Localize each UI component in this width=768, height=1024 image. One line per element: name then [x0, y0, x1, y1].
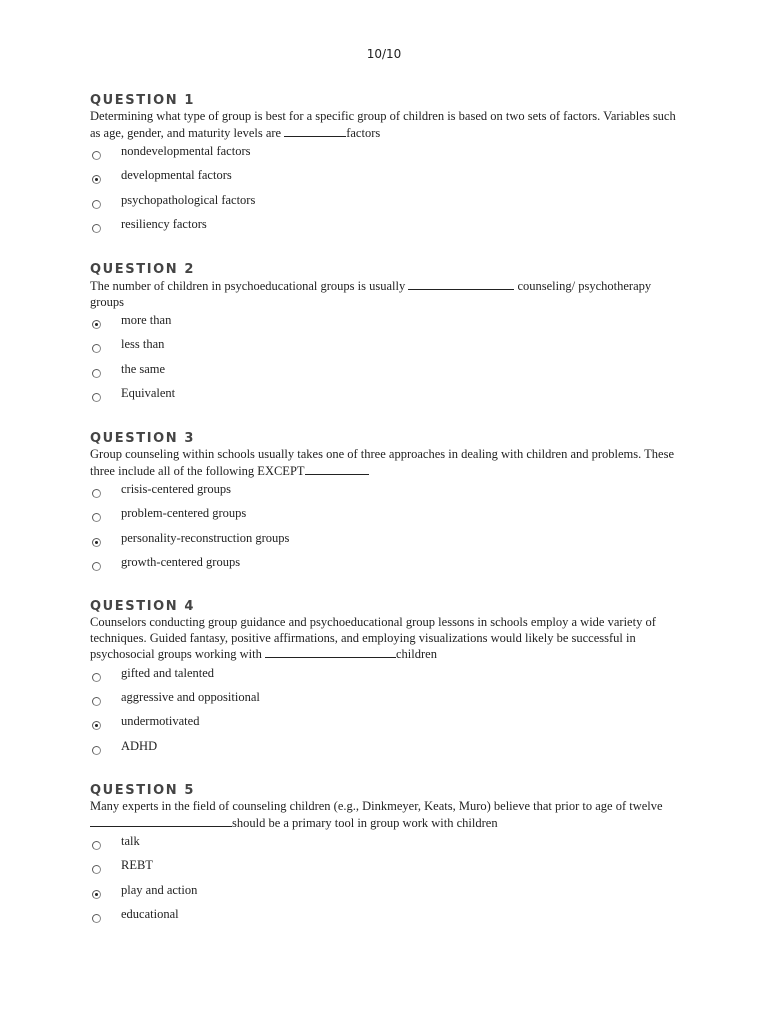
option-label: the same: [121, 361, 166, 376]
question-text-part: Group counseling within schools usually takes one of three approaches in dealing with children and problems. These three include all of the following EXCEPT: [90, 447, 675, 478]
question-text-part: Many experts in the field of counseling children (e.g., Dinkmeyer, Keats, Muro) believe that prior to age of twelve: [90, 799, 663, 813]
option-label: aggressive and oppositional: [121, 689, 260, 704]
answer-option[interactable]: [90, 531, 690, 555]
answer-blank: [284, 125, 346, 137]
answer-option[interactable]: [90, 907, 690, 931]
answer-option[interactable]: [90, 168, 690, 192]
answer-option[interactable]: [90, 739, 690, 763]
answer-option[interactable]: [90, 506, 690, 530]
radio-button[interactable]: [92, 369, 101, 378]
radio-button[interactable]: [92, 865, 101, 874]
radio-button[interactable]: [92, 697, 101, 706]
option-label: REBT: [121, 858, 153, 873]
answer-options: [90, 482, 690, 580]
option-label: developmental factors: [121, 168, 232, 183]
question-text-part: children: [395, 647, 437, 661]
question-text: [90, 447, 685, 479]
answer-option[interactable]: [90, 690, 690, 714]
question-1: [90, 93, 690, 242]
radio-button[interactable]: [92, 224, 101, 233]
radio-button[interactable]: [92, 151, 101, 160]
option-label: problem-centered groups: [121, 506, 247, 521]
answer-option[interactable]: [90, 386, 690, 410]
question-text: [90, 615, 685, 663]
radio-button-selected[interactable]: [92, 890, 101, 899]
radio-button-selected[interactable]: [92, 320, 101, 329]
option-label: nondevelopmental factors: [121, 144, 251, 158]
answer-blank: [408, 278, 514, 290]
answer-options: [90, 144, 690, 242]
question-title: QUESTION 4: [90, 599, 196, 614]
question-title: QUESTION 5: [90, 783, 196, 798]
question-title: QUESTION 3: [90, 431, 196, 446]
question-5: [90, 783, 690, 932]
answer-option[interactable]: [90, 858, 690, 882]
option-label: psychopathological factors: [121, 192, 256, 207]
radio-button-selected[interactable]: [92, 721, 101, 730]
option-label: gifted and talented: [121, 665, 215, 680]
question-text: [90, 278, 685, 310]
question-text-part: factors: [346, 125, 381, 140]
answer-blank: [305, 463, 369, 475]
answer-option[interactable]: [90, 193, 690, 217]
answer-option[interactable]: [90, 337, 690, 361]
option-label: ADHD: [121, 738, 158, 753]
answer-option[interactable]: [90, 144, 690, 168]
radio-button[interactable]: [92, 562, 101, 571]
option-label: crisis-centered groups: [121, 482, 232, 496]
question-title: QUESTION 2: [90, 262, 196, 277]
radio-button-selected[interactable]: [92, 175, 101, 184]
radio-button[interactable]: [92, 489, 101, 498]
question-text-part: should be a primary tool in group work with children: [232, 815, 498, 830]
option-label: resiliency factors: [121, 217, 207, 232]
question-text-part: Counselors conducting group guidance and psychoeducational group lessons in schools employ a wide variety of techniques. Guided fantasy, positive affirmations, and employing visualizations would likely be successful in psychosocial groups working with: [90, 615, 656, 661]
radio-button[interactable]: [92, 513, 101, 522]
question-3: [90, 431, 690, 580]
radio-button[interactable]: [92, 393, 101, 402]
answer-option[interactable]: [90, 362, 690, 386]
answer-option[interactable]: [90, 313, 690, 337]
question-text: [90, 109, 685, 141]
answer-options: [90, 666, 690, 764]
radio-button[interactable]: [92, 673, 101, 682]
answer-blank: [90, 815, 232, 827]
answer-option[interactable]: [90, 555, 690, 579]
answer-option[interactable]: [90, 834, 690, 858]
answer-options: [90, 834, 690, 932]
score-display: 10/10: [366, 47, 402, 61]
answer-option[interactable]: [90, 883, 690, 907]
option-label: undermotivated: [121, 714, 200, 729]
question-text-part: Determining what type of group is best for a specific group of children is based on two sets of factors. Variables such as age, gender, and maturity levels are: [90, 109, 676, 140]
question-text-part: counseling/ psychotherapy groups: [90, 279, 652, 309]
answer-option[interactable]: [90, 666, 690, 690]
answer-options: [90, 313, 690, 411]
option-label: educational: [121, 907, 179, 922]
option-label: less than: [121, 337, 165, 352]
radio-button[interactable]: [92, 344, 101, 353]
question-text: [90, 799, 685, 831]
question-4: [90, 599, 690, 763]
radio-button[interactable]: [92, 841, 101, 850]
answer-option[interactable]: [90, 482, 690, 506]
option-label: Equivalent: [121, 386, 176, 401]
radio-button[interactable]: [92, 746, 101, 755]
radio-button[interactable]: [92, 914, 101, 923]
option-label: more than: [121, 313, 172, 327]
question-2: [90, 262, 690, 411]
option-label: growth-centered groups: [121, 555, 241, 570]
answer-option[interactable]: [90, 714, 690, 738]
answer-option[interactable]: [90, 217, 690, 241]
option-label: personality-reconstruction groups: [121, 530, 290, 545]
option-label: play and action: [121, 882, 198, 897]
radio-button-selected[interactable]: [92, 538, 101, 547]
answer-blank: [265, 646, 396, 658]
option-label: talk: [121, 834, 140, 848]
question-text-part: The number of children in psychoeducational groups is usually: [90, 279, 409, 293]
question-title: QUESTION 1: [90, 93, 196, 108]
radio-button[interactable]: [92, 200, 101, 209]
